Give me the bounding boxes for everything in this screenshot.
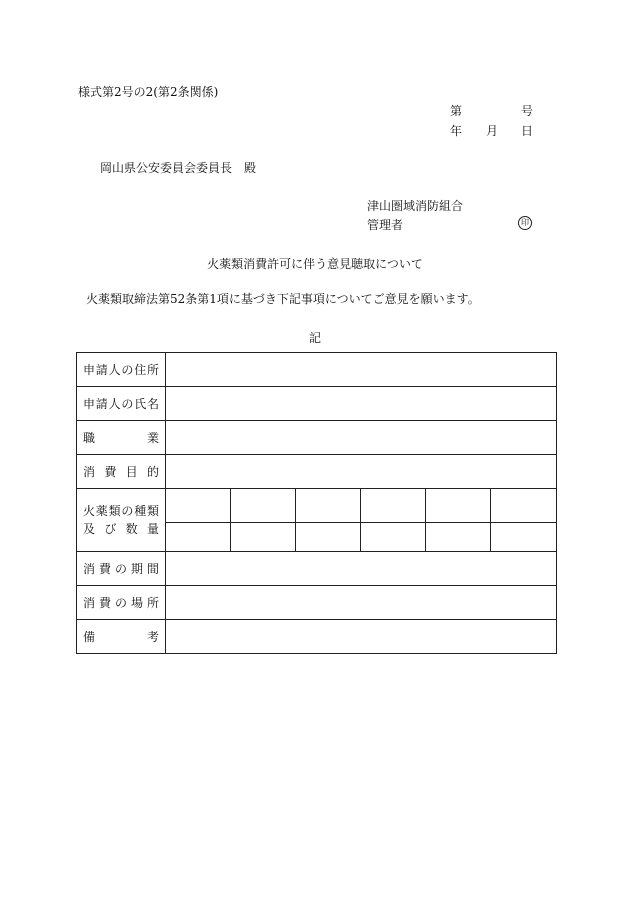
label-spread (83, 463, 159, 480)
label-char: 業 (146, 431, 159, 445)
label-char: 消 (83, 562, 96, 576)
label-char: 費 (98, 562, 111, 576)
label-applicant-name (77, 387, 166, 421)
body-text: 火薬類取締法第52条第1項に基づき下記事項についてご意見を願います。 (86, 292, 480, 306)
label-purpose (77, 455, 166, 489)
ki-heading: 記 (308, 331, 321, 345)
field-explosives-quantity-6[interactable] (491, 523, 557, 552)
label-char: 期 (130, 562, 143, 576)
table-row (77, 489, 557, 523)
document-number-prefix: 第 (450, 104, 463, 118)
label-char: の (121, 363, 134, 377)
label-char: 類 (146, 504, 159, 518)
date-year-label: 年 (450, 124, 463, 138)
field-occupation[interactable] (166, 421, 557, 455)
sender-title: 管理者 (367, 218, 404, 232)
label-char: の (114, 596, 127, 610)
label-char: の (121, 397, 134, 411)
label-char: 場 (130, 596, 143, 610)
label-char: 消 (83, 465, 96, 479)
label-char: 数 (125, 522, 138, 536)
label-char: 消 (83, 596, 96, 610)
document-title: 火薬類消費許可に伴う意見聴取について (207, 257, 423, 271)
label-char: び (104, 522, 117, 536)
label-spread (83, 429, 159, 446)
field-explosives-quantity-5[interactable] (426, 523, 491, 552)
label-remarks (77, 620, 166, 654)
label-char: 的 (146, 465, 159, 479)
label-occupation (77, 421, 166, 455)
field-explosives-type-4[interactable] (361, 489, 426, 523)
label-char: 間 (146, 562, 159, 576)
field-consumption-location[interactable] (166, 586, 557, 620)
sender-organization: 津山圏域消防組合 (367, 199, 464, 213)
label-consumption-location (77, 586, 166, 620)
label-spread (83, 395, 159, 412)
field-purpose[interactable] (166, 455, 557, 489)
label-spread (83, 560, 159, 577)
label-line-1 (83, 502, 159, 520)
field-explosives-type-1[interactable] (166, 489, 231, 523)
table-row (77, 586, 557, 620)
label-char: 量 (146, 522, 159, 536)
addressee: 岡山県公安委員会委員長 殿 (100, 161, 257, 175)
field-applicant-name[interactable] (166, 387, 557, 421)
label-char: 申 (83, 397, 96, 411)
field-consumption-period[interactable] (166, 552, 557, 586)
label-char: の (114, 562, 127, 576)
label-char: 火 (83, 504, 96, 518)
label-spread (83, 361, 159, 378)
label-spread (83, 594, 159, 611)
label-char: 人 (108, 397, 121, 411)
label-char: 人 (108, 363, 121, 377)
label-char: 請 (95, 397, 108, 411)
table-row (77, 353, 557, 387)
form-number: 様式第2号の2(第2条関係) (78, 85, 219, 99)
field-explosives-type-5[interactable] (426, 489, 491, 523)
label-char: 目 (125, 465, 138, 479)
label-char: 職 (83, 431, 96, 445)
label-char: 申 (83, 363, 96, 377)
label-char: 氏 (134, 397, 147, 411)
table-row (77, 552, 557, 586)
table-row (77, 455, 557, 489)
field-explosives-type-3[interactable] (296, 489, 361, 523)
field-explosives-quantity-2[interactable] (231, 523, 296, 552)
label-char: 及 (83, 522, 96, 536)
table-row (77, 421, 557, 455)
label-char: 薬 (95, 504, 108, 518)
field-explosives-type-2[interactable] (231, 489, 296, 523)
field-explosives-quantity-3[interactable] (296, 523, 361, 552)
label-char: 所 (146, 596, 159, 610)
label-char: 名 (146, 397, 159, 411)
label-char: 費 (104, 465, 117, 479)
field-explosives-quantity-4[interactable] (361, 523, 426, 552)
field-explosives-quantity-1[interactable] (166, 523, 231, 552)
field-explosives-type-6[interactable] (491, 489, 557, 523)
label-char: 請 (95, 363, 108, 377)
field-applicant-address[interactable] (166, 353, 557, 387)
label-char: 住 (134, 363, 147, 377)
field-remarks[interactable] (166, 620, 557, 654)
label-char: の (121, 504, 134, 518)
date-month-label: 月 (486, 124, 499, 138)
document-number-suffix: 号 (521, 104, 534, 118)
date-day-label: 日 (521, 124, 534, 138)
application-table (76, 352, 557, 654)
table-row (77, 620, 557, 654)
table-row (77, 387, 557, 421)
label-explosives-type-quantity (77, 489, 166, 552)
label-char: 費 (98, 596, 111, 610)
seal-mark: 印 (518, 216, 532, 230)
label-char: 種 (134, 504, 147, 518)
label-applicant-address (77, 353, 166, 387)
label-consumption-period (77, 552, 166, 586)
label-char: 所 (146, 363, 159, 377)
label-spread (83, 628, 159, 645)
label-char: 備 (83, 630, 96, 644)
label-char: 類 (108, 504, 121, 518)
label-line-2 (83, 520, 159, 538)
label-char: 考 (146, 630, 159, 644)
